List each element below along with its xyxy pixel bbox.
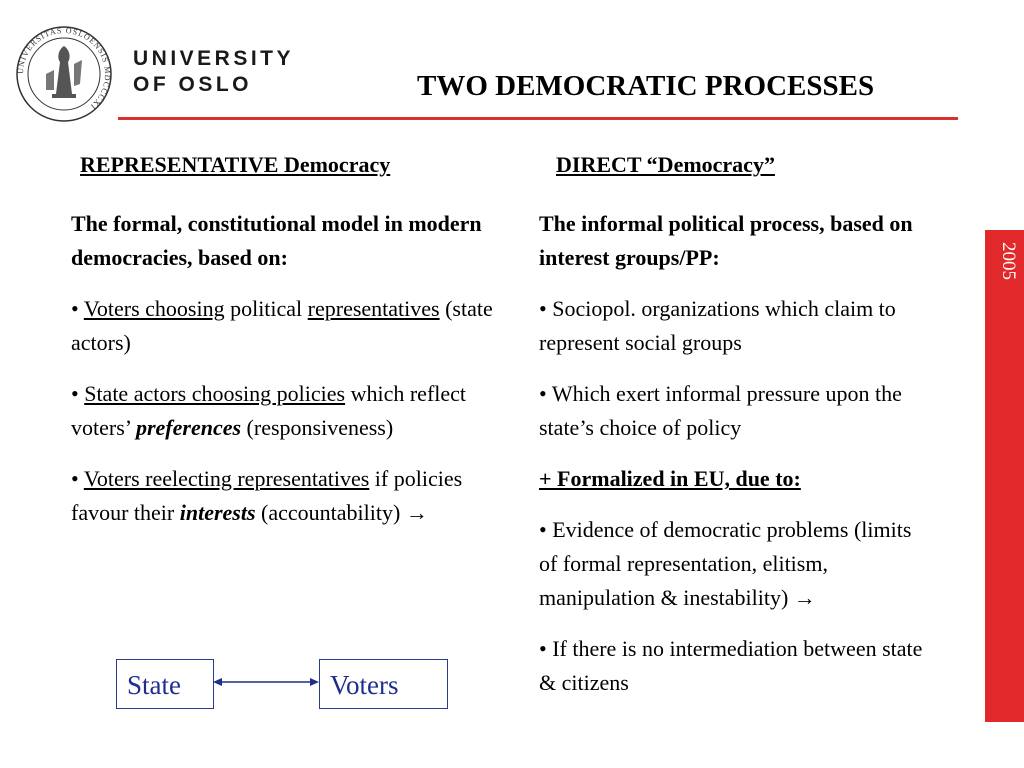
header-divider [118,117,958,120]
double-arrow-icon [213,674,319,690]
left-column [71,207,496,547]
left-b1-underlined: Voters choosing [83,296,225,321]
state-box: State [116,659,214,709]
right-arrow-icon-2: → [793,585,816,610]
right-bullet-2: • Which exert informal pressure upon the state’s choice of policy [539,381,902,440]
year-label: 2005 [998,242,1019,280]
left-b2-text: which reflect [350,381,467,406]
left-b3-underlined: Voters reelecting representatives [83,466,370,491]
right-bullet-1: • Sociopol. organizations which claim to represent social groups [539,296,896,355]
right-subheading: + Formalized in EU, due to: [539,466,801,491]
left-b2-emphasis: preferences [135,415,242,440]
right-b3-text: Evidence of democratic problems (limits of formal representation, elitism, manipulation & inestability) [539,517,912,610]
logo-line-1: UNIVERSITY [133,47,295,70]
left-b3-text-2: (accountability) [261,500,401,525]
logo-line-2: OF OSLO [133,73,252,96]
left-b3-emphasis: interests [179,500,256,525]
left-lead: The formal, constitutional model in modern democracies, based on: [71,211,482,270]
left-b1-text: political [224,296,303,321]
left-column-heading: REPRESENTATIVE Democracy [80,152,391,177]
right-bullet-4: • If there is no intermediation between state & citizens [539,636,923,695]
left-bullet-2: • State actors choosing policies which reflect voters’ preferences (responsiveness) [71,381,467,440]
left-b2-underlined: State actors choosing policies [84,381,346,406]
right-b1-text: Sociopol. organizations which claim to represent social groups [539,296,896,355]
left-b2-text-3: (responsiveness) [246,415,394,440]
page-title: TWO DEMOCRATIC PROCESSES [417,70,875,102]
right-column-heading: DIRECT “Democracy” [556,152,775,177]
svg-text:UNIVERSITAS OSLOENSIS MDCCCXI: UNIVERSITAS OSLOENSIS MDCCCXI [15,25,113,112]
right-column [539,207,924,717]
right-b4-text: If there is no intermediation between state & citizens [539,636,923,695]
right-lead: The informal political process, based on interest groups/PP: [539,211,913,270]
year-sidebar [985,230,1024,722]
university-seal-icon [14,24,114,124]
left-b1-text-2: (state actors) [71,296,493,355]
university-logo-text [133,46,294,98]
left-b2-text-2: voters’ [71,415,131,440]
right-b2-text: Which exert informal pressure upon the state’s choice of policy [539,381,902,440]
left-bullet-1: • Voters choosing political representatives (state actors) [71,296,493,355]
left-b1-underlined-2: representatives [307,296,440,321]
left-bullet-3: • Voters reelecting representatives if policies favour their interests (accountability) → [71,466,463,525]
right-bullet-3: • Evidence of democratic problems (limits of formal representation, elitism, manipulation & inestability) → [539,517,912,610]
right-arrow-icon: → [405,500,428,525]
voters-box: Voters [319,659,448,709]
left-b3-text: if policies favour their [71,466,463,525]
